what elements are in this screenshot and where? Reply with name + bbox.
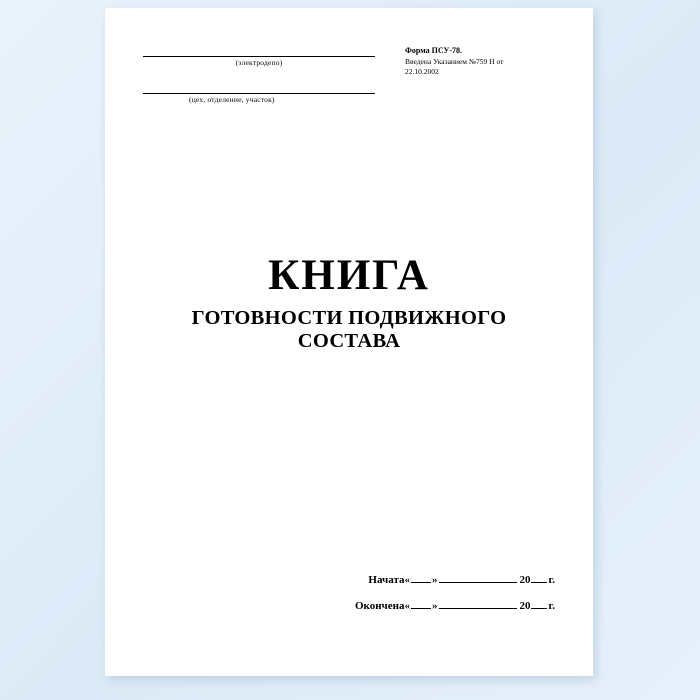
finished-year-blank[interactable] <box>531 608 547 609</box>
form-intro-line-1: Введена Указанием №759 Н от <box>405 56 504 66</box>
started-date-row <box>143 574 555 586</box>
finished-quote-open: « <box>404 600 410 612</box>
started-month-blank[interactable] <box>439 582 517 583</box>
finished-day-blank[interactable] <box>411 608 431 609</box>
finished-year-suffix: г. <box>548 600 555 612</box>
document-header <box>143 42 555 104</box>
finished-quote-close: » <box>431 600 438 612</box>
started-year-prefix: 20 <box>519 574 531 586</box>
started-quote-close: » <box>431 574 438 586</box>
document-page <box>105 8 593 676</box>
finished-date-row <box>143 600 555 612</box>
started-label: Начата <box>368 574 405 586</box>
started-year-blank[interactable] <box>531 582 547 583</box>
document-title-block <box>143 254 555 353</box>
depot-caption: (электродепо) <box>235 58 283 67</box>
section-blank-line[interactable] <box>143 79 375 94</box>
document-footer <box>143 574 555 626</box>
page-title: КНИГА <box>268 252 430 299</box>
finished-label: Окончена <box>354 600 405 612</box>
form-reference-block <box>405 42 555 78</box>
form-intro-line-2: 22.10.2002 <box>405 67 439 77</box>
finished-year-prefix: 20 <box>519 600 531 612</box>
section-field-group <box>143 79 375 104</box>
section-caption: (цех, отделение, участок) <box>189 95 275 104</box>
depot-blank-line[interactable] <box>143 42 375 57</box>
started-year-suffix: г. <box>548 574 555 586</box>
depot-field-group <box>143 42 375 67</box>
started-quote-open: « <box>404 574 410 586</box>
form-code: Форма ПСУ-78. <box>405 46 463 55</box>
finished-month-blank[interactable] <box>439 608 517 609</box>
page-subtitle: ГОТОВНОСТИ ПОДВИЖНОГО СОСТАВА <box>191 307 507 352</box>
header-fill-in-fields <box>143 42 375 104</box>
started-day-blank[interactable] <box>411 582 431 583</box>
